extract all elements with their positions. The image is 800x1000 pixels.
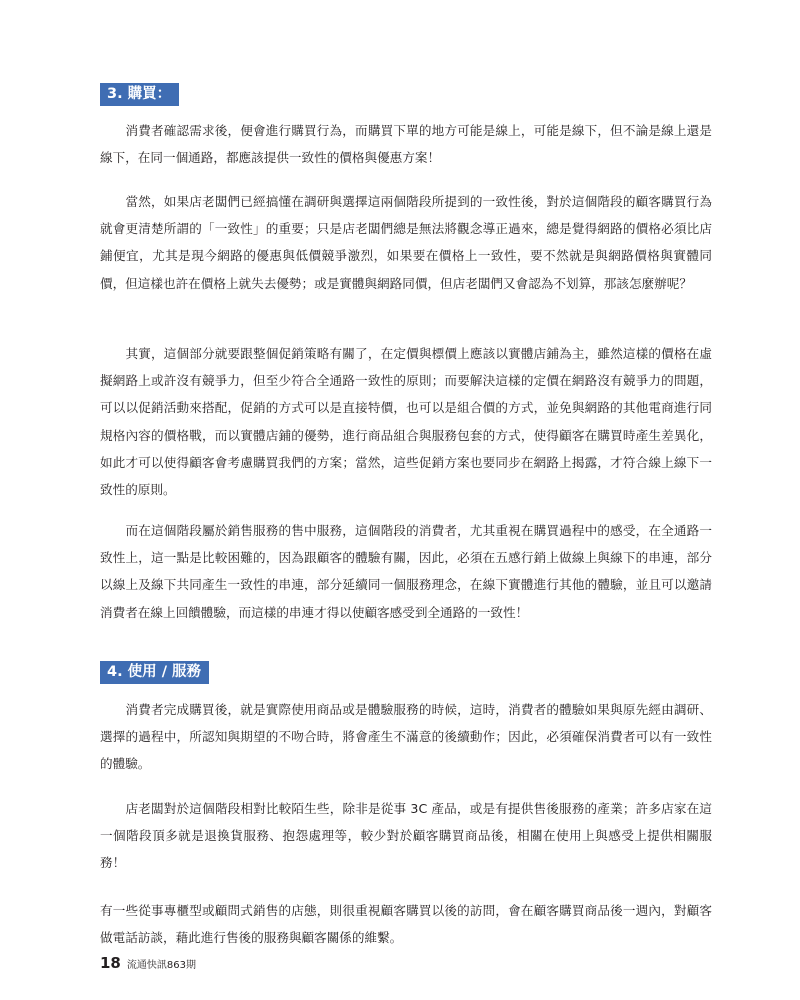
paragraph: 當然，如果店老闆們已經搞懂在調研與選擇這兩個階段所提到的一致性後，對於這個階段的顧客購買行為就會更清楚所謂的「一致性」的重要；只是店老闆們總是無法將觀念導正過來，總是覺得網路的價格必須比店鋪便宜，尤其是現今網路的優惠與低價競爭激烈，如果要在價格上一致性，要不然就是與網路價格與實體同價，但這樣也許在價格上就失去優勢；或是實體與網路同價，但店老闆們又會認為不划算，那該怎麼辦呢？ [100,194,712,291]
section-heading-3 [100,83,178,106]
paragraph: 店老闆對於這個階段相對比較陌生些，除非是從事 3C 產品，或是有提供售後服務的產業；許多店家在這一個階段頂多就是退換貨服務、抱怨處理等，較少對於顧客購買商品後，相關在使用上與感受上提供相關服務！ [100,801,712,871]
section-heading-4-label: 4. 使用 / 服務 [100,661,209,684]
section-heading-4 [100,661,208,684]
paragraph: 有一些從事專櫃型或顧問式銷售的店態，則很重視顧客購買以後的訪問，會在顧客購買商品後一週內，對顧客做電話訪談，藉此進行售後的服務與顧客關係的維繫。 [100,903,712,946]
page-footer [100,954,196,972]
paragraph: 其實，這個部分就要跟整個促銷策略有關了，在定價與標價上應該以實體店鋪為主，雖然這樣的價格在虛擬網路上或許沒有競爭力，但至少符合全通路一致性的原則；而要解決這樣的定價在網路沒有競爭力的問題，可以以促銷活動來搭配，促銷的方式可以是直接特價，也可以是組合價的方式，並免與網路的其他電商進行同規格內容的價格戰，而以實體店鋪的優勢，進行商品組合與服務包套的方式，使得顧客在購買時產生差異化，如此才可以使得顧客會考慮購買我們的方案；當然，這些促銷方案也要同步在網路上揭露，才符合線上線下一致性的原則。 [100,346,712,498]
paragraph: 消費者完成購買後，就是實際使用商品或是體驗服務的時候，這時，消費者的體驗如果與原先經由調研、選擇的過程中，所認知與期望的不吻合時，將會產生不滿意的後續動作；因此，必須確保消費者可以有一致性的體驗。 [100,702,712,772]
paragraph: 而在這個階段屬於銷售服務的售中服務，這個階段的消費者，尤其重視在購買過程中的感受，在全通路一致性上，這一點是比較困難的，因為跟顧客的體驗有關，因此，必須在五感行銷上做線上與線下的串連，部分以線上及線下共同產生一致性的串連，部分延續同一個服務理念，在線下實體進行其他的體驗，並且可以邀請消費者在線上回饋體驗，而這樣的串連才得以使顧客感受到全通路的一致性！ [100,523,712,620]
page-number: 18 [100,954,121,972]
paragraph: 消費者確認需求後，便會進行購買行為，而購買下單的地方可能是線上，可能是線下，但不論是線上還是線下，在同一個通路，都應該提供一致性的價格與優惠方案！ [100,123,712,166]
section-heading-3-label: 3. 購買： [100,83,179,106]
magazine-title: 流通快訊863期 [126,960,196,971]
